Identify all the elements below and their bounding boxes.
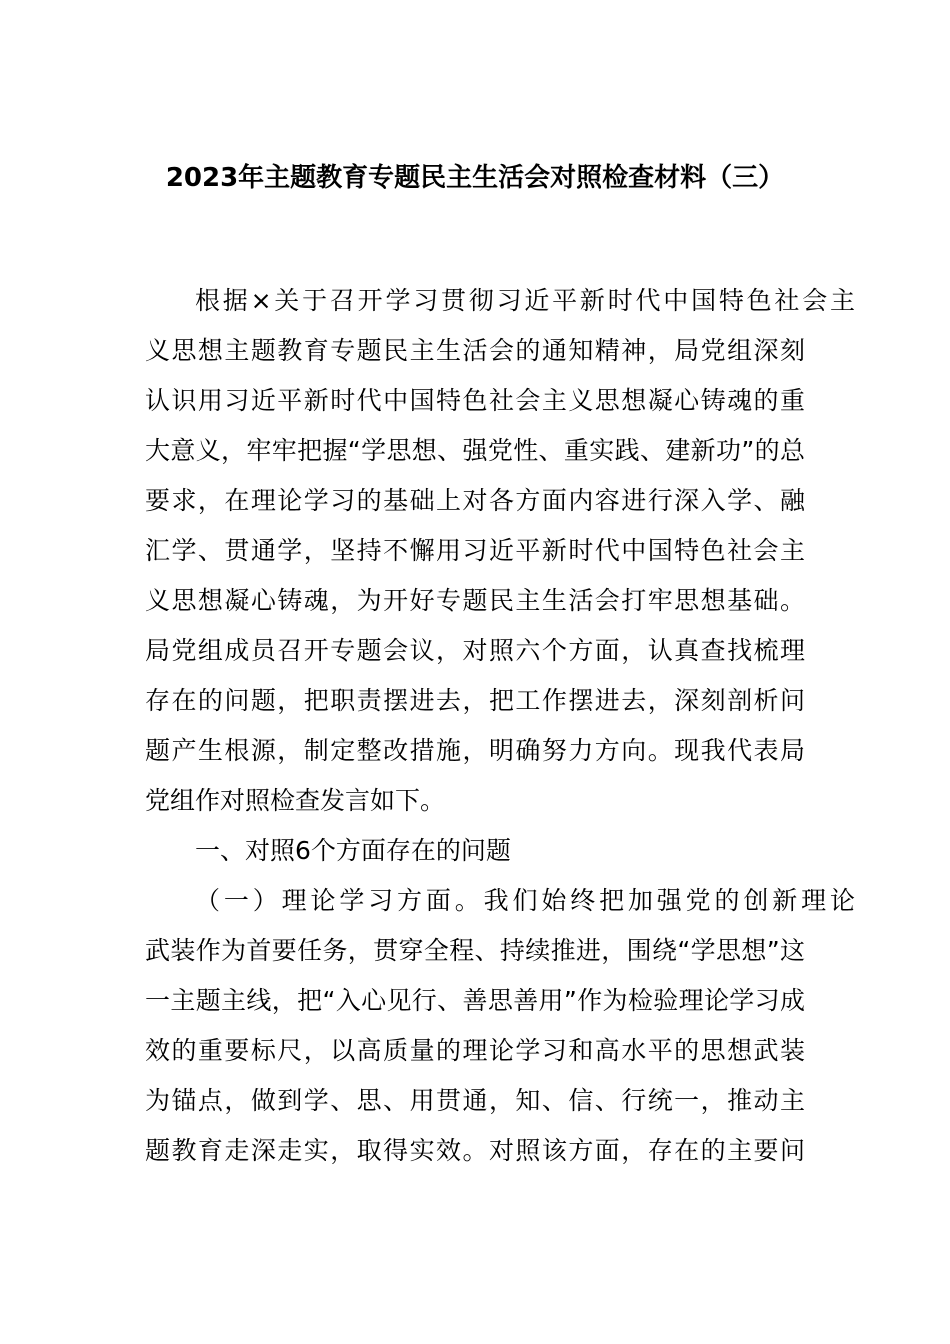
paragraph-line: 为锚点，做到学、思、用贯通，知、信、行统一，推动主: [145, 1086, 805, 1115]
paragraph-line: 题产生根源，制定整改措施，明确努力方向。现我代表局: [145, 736, 805, 765]
paragraph-line: （一）理论学习方面。我们始终把加强党的创新理论: [195, 886, 855, 915]
paragraph-line: 效的重要标尺，以高质量的理论学习和高水平的思想武装: [145, 1036, 805, 1065]
paragraph-line: 存在的问题，把职责摆进去，把工作摆进去，深刻剖析问: [145, 686, 805, 715]
paragraph-line: 大意义，牢牢把握“学思想、强党性、重实践、建新功”的总: [145, 436, 805, 465]
paragraph-line: 题教育走深走实，取得实效。对照该方面，存在的主要问: [145, 1136, 805, 1165]
paragraph-line: 汇学、贯通学，坚持不懈用习近平新时代中国特色社会主: [145, 536, 805, 565]
document-title: 2023年主题教育专题民主生活会对照检查材料（三）: [165, 163, 785, 193]
paragraph-line: 要求，在理论学习的基础上对各方面内容进行深入学、融: [145, 486, 805, 515]
paragraph-line: 认识用习近平新时代中国特色社会主义思想凝心铸魂的重: [145, 386, 805, 415]
paragraph-line: 局党组成员召开专题会议，对照六个方面，认真查找梳理: [145, 636, 805, 665]
paragraph-line: 武装作为首要任务，贯穿全程、持续推进，围绕“学思想”这: [145, 936, 805, 965]
paragraph-line: 义思想凝心铸魂，为开好专题民主生活会打牢思想基础。: [145, 586, 805, 615]
paragraph-line: 义思想主题教育专题民主生活会的通知精神，局党组深刻: [145, 336, 805, 365]
document-body: [145, 276, 855, 1176]
paragraph-line: 党组作对照检查发言如下。: [145, 786, 446, 815]
section-heading: 一、对照6个方面存在的问题: [195, 836, 511, 865]
paragraph-line: 一主题主线，把“入心见行、善思善用”作为检验理论学习成: [145, 986, 805, 1015]
paragraph-line: 根据×关于召开学习贯彻习近平新时代中国特色社会主: [195, 286, 855, 315]
